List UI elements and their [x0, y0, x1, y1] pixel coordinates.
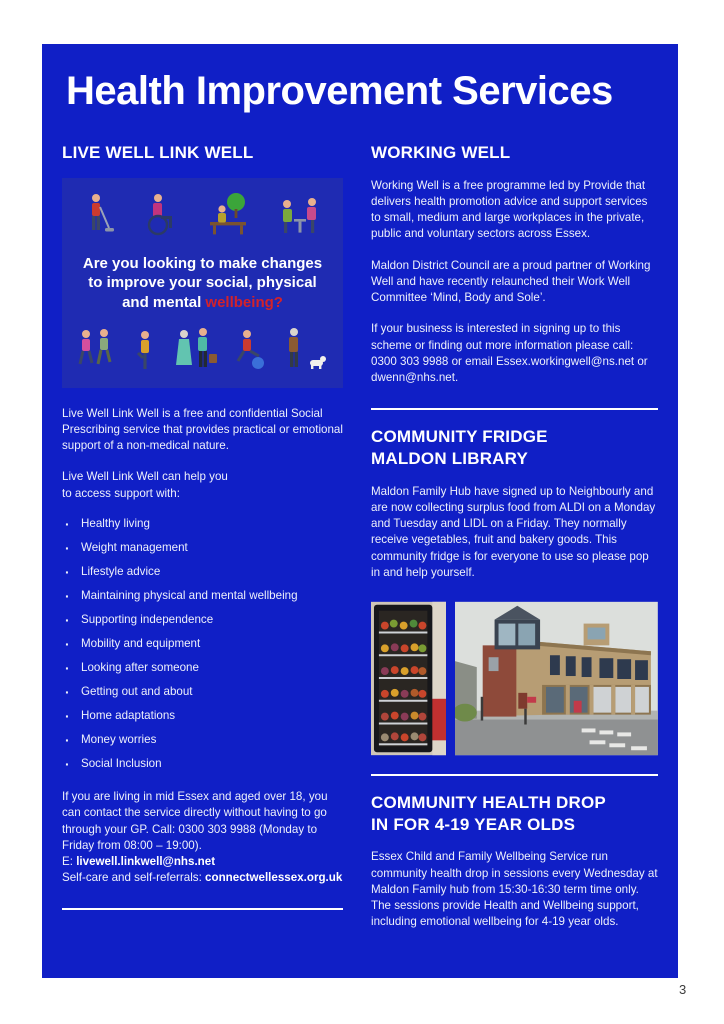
promo-caption-line2: to improve your social, physical	[88, 274, 317, 291]
list-item: · Social Inclusion	[62, 757, 343, 771]
right-column	[371, 142, 658, 931]
help-line-1: Live Well Link Well can help you	[62, 470, 228, 484]
live-well-promo-graphic	[62, 178, 343, 388]
list-item: · Looking after someone	[62, 661, 343, 675]
maldon-library-photo	[455, 601, 658, 756]
list-item: · Supporting independence	[62, 613, 343, 627]
community-health-heading-line2: IN FOR 4-19 YEAR OLDS	[371, 814, 576, 834]
page-number: 3	[679, 982, 687, 997]
leaflet-page	[42, 44, 678, 978]
left-column-divider	[62, 908, 343, 910]
list-item: · Money worries	[62, 733, 343, 747]
working-well-paragraph-3: If your business is interested in signing up to this scheme or finding out more information please call: 0300 303 9988 or email Essex.workingwell@ns.net or dwenn@nhs.net.	[371, 322, 648, 384]
community-fridge-photo	[371, 601, 446, 756]
working-well-heading: WORKING WELL	[371, 143, 511, 162]
list-item: · Weight management	[62, 541, 343, 555]
selfcare-url: connectwellessex.org.uk	[205, 871, 343, 885]
promo-caption-highlight: wellbeing?	[205, 293, 283, 311]
list-item: · Healthy living	[62, 517, 343, 531]
man-with-dog-icon	[282, 326, 328, 378]
working-well-paragraph-2: Maldon District Council are a proud partner of Working Well and have recently relaunched their Work Well Committee ‘Mind, Body and Sole’.	[371, 258, 651, 305]
page-title: Health Improvement Services	[66, 69, 613, 113]
wheelchair-user-icon	[143, 192, 177, 240]
community-health-heading	[371, 792, 658, 836]
person-vacuuming-icon	[84, 192, 114, 240]
person-on-bench-under-tree-icon	[206, 192, 250, 240]
yoga-person-icon	[132, 328, 158, 378]
elderly-couple-with-bag-icon	[172, 326, 218, 378]
list-item: · Lifestyle advice	[62, 565, 343, 579]
community-fridge-photos	[371, 601, 658, 756]
list-item: · Home adaptations	[62, 709, 343, 723]
help-line-2: to access support with:	[62, 486, 180, 500]
exercise-ball-person-icon	[233, 328, 267, 378]
live-well-contact	[62, 789, 343, 886]
two-column-layout	[62, 142, 658, 931]
list-item: · Getting out and about	[62, 685, 343, 699]
support-bullet-list	[62, 517, 343, 771]
working-well-paragraph-1: Working Well is a free programme led by Provide that delivers health promotion advice and support services to small, medium and large workplaces in the private, public and voluntary sectors across Essex.	[371, 178, 648, 241]
community-health-body: Essex Child and Family Wellbeing Service run community health drop in sessions every Wednesday at Maldon Family hub from 15:30-16:30 term time only. The sessions provide Health and Wellbeing support, including emotional wellbeing for 4-19 year olds.	[371, 850, 658, 929]
promo-bottom-figures	[70, 326, 335, 378]
community-health-heading-line1: COMMUNITY HEALTH DROP	[371, 792, 606, 812]
email-label: E:	[62, 855, 77, 869]
live-well-intro: Live Well Link Well is a free and confidential Social Prescribing service that provides practical or emotional support of a non-medical nature.	[62, 406, 343, 453]
contact-text: If you are living in mid Essex and aged over 18, you can contact the service directly without having to go through your GP. Call: 0300 303 9988 (Monday to Friday from 08:00 – 19:00).	[62, 790, 328, 852]
promo-top-figures	[70, 188, 335, 240]
community-fridge-body: Maldon Family Hub have signed up to Neighbourly and are now collecting surplus food from ALDI on a Monday and Tuesday and LIDL on a Friday. They normally receive vegetables, fruit and bakery goods. This community fridge is for everyone to use so please pop in and help yourself.	[371, 484, 656, 579]
community-fridge-heading-line2: MALDON LIBRARY	[371, 448, 529, 468]
live-well-heading: LIVE WELL LINK WELL	[62, 143, 254, 162]
promo-caption-line1: Are you looking to make changes	[82, 254, 323, 272]
selfcare-label: Self-care and self-referrals:	[62, 871, 206, 885]
list-item: · Maintaining physical and mental wellbeing	[62, 589, 343, 603]
promo-caption	[70, 254, 335, 313]
community-fridge-heading-line1: COMMUNITY FRIDGE	[371, 427, 548, 447]
list-item: · Mobility and equipment	[62, 637, 343, 651]
live-well-help-lines	[62, 469, 343, 501]
email-address: livewell.linkwell@nhs.net	[76, 855, 216, 869]
photos-divider	[371, 774, 658, 776]
two-people-talking-icon	[279, 192, 321, 240]
promo-caption-line3: and mental	[122, 293, 206, 311]
working-well-divider	[371, 408, 658, 410]
left-column	[62, 142, 343, 931]
community-fridge-heading	[371, 426, 658, 470]
two-joggers-icon	[77, 328, 117, 378]
